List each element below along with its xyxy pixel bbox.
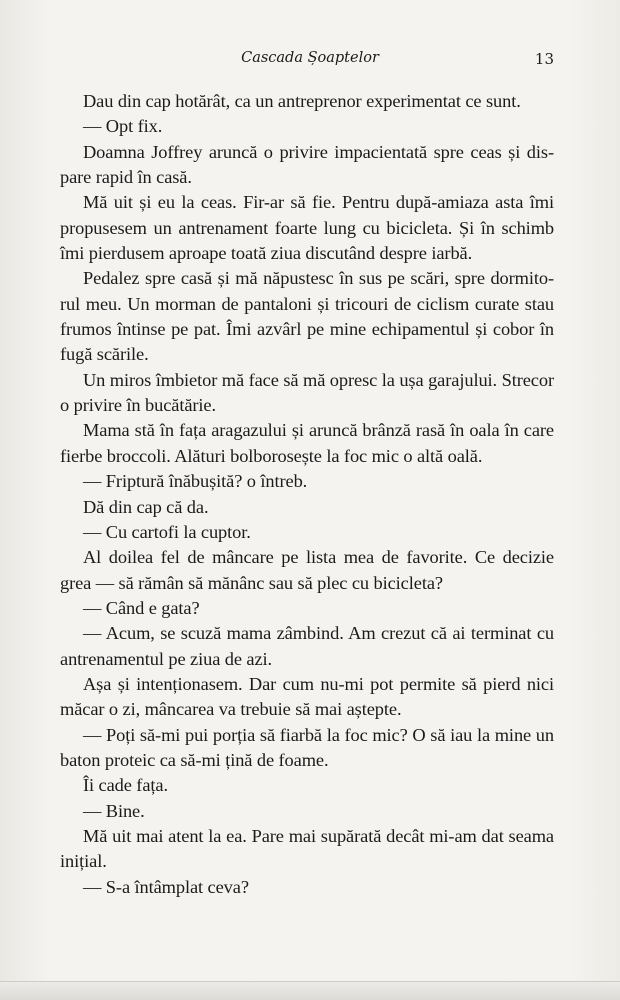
page-header [0,50,620,70]
paragraph: Al doilea fel de mâncare pe lista mea de favorite. Ce decizie grea — să rămân să mănânc sau să plec cu bicicleta? [60,547,554,593]
paragraph: — Cu cartofi la cuptor. [83,521,251,542]
paragraph: — S-a întâmplat ceva? [83,876,249,897]
running-title: Cascada Șoaptelor [241,50,379,66]
page-number: 13 [534,50,554,68]
paragraph: Îi cade fața. [83,775,168,796]
paragraph: Un miros îmbietor mă face să mă opresc la ușa garajului. Strecor o privire în bucătărie. [60,369,554,416]
paragraph: Mama stă în fața aragazului și aruncă brânză rasă în oala în care fierbe broccoli. Alături bolborosește la foc mic o altă oală. [60,420,554,466]
paragraph: Mă uit și eu la ceas. Fir-ar să fie. Pentru după-amiaza asta îmi propusesem un antrenament foarte lung cu bicicleta. Și în schimb îmi pierdusem aproape toată ziua discutând despre iarbă. [60,192,554,264]
paragraph: — Acum, se scuză mama zâmbind. Am crezut că ai terminat cu antrenamentul pe ziua de azi. [60,623,554,669]
paragraph: — Opt fix. [83,116,163,137]
paragraph: Dau din cap hotărât, ca un antreprenor experimentat ce sunt. [83,91,521,111]
paragraph: — Poți să-mi pui porția să fiarbă la foc mic? O să iau la mine un baton proteic ca să-mi țină de foame. [60,724,554,770]
paragraph: Pedalez spre casă și mă năpustesc în sus pe scări, spre dormito-rul meu. Un morman de pantaloni și tricouri de ciclism curate stau frumos întinse pe pat. Îmi azvârl pe mine echipamentul și cobor în fugă scările. [60,268,554,365]
body-text [60,89,554,900]
paragraph: — Bine. [83,800,145,821]
page-bottom-edge [0,981,620,1000]
paragraph: Dă din cap că da. [83,496,209,517]
paragraph: Așa și intenționasem. Dar cum nu-mi pot permite să pierd nici măcar o zi, mâncarea va trebuie să mai aștepte. [60,673,554,720]
paragraph: Doamna Joffrey aruncă o privire impacientată spre ceas și dis-pare rapid în casă. [60,141,554,188]
paragraph: — Friptură înăbușită? o întreb. [83,471,308,492]
paragraph: Mă uit mai atent la ea. Pare mai supărată decât mi-am dat seama inițial. [60,825,554,872]
paragraph: — Când e gata? [83,597,200,618]
